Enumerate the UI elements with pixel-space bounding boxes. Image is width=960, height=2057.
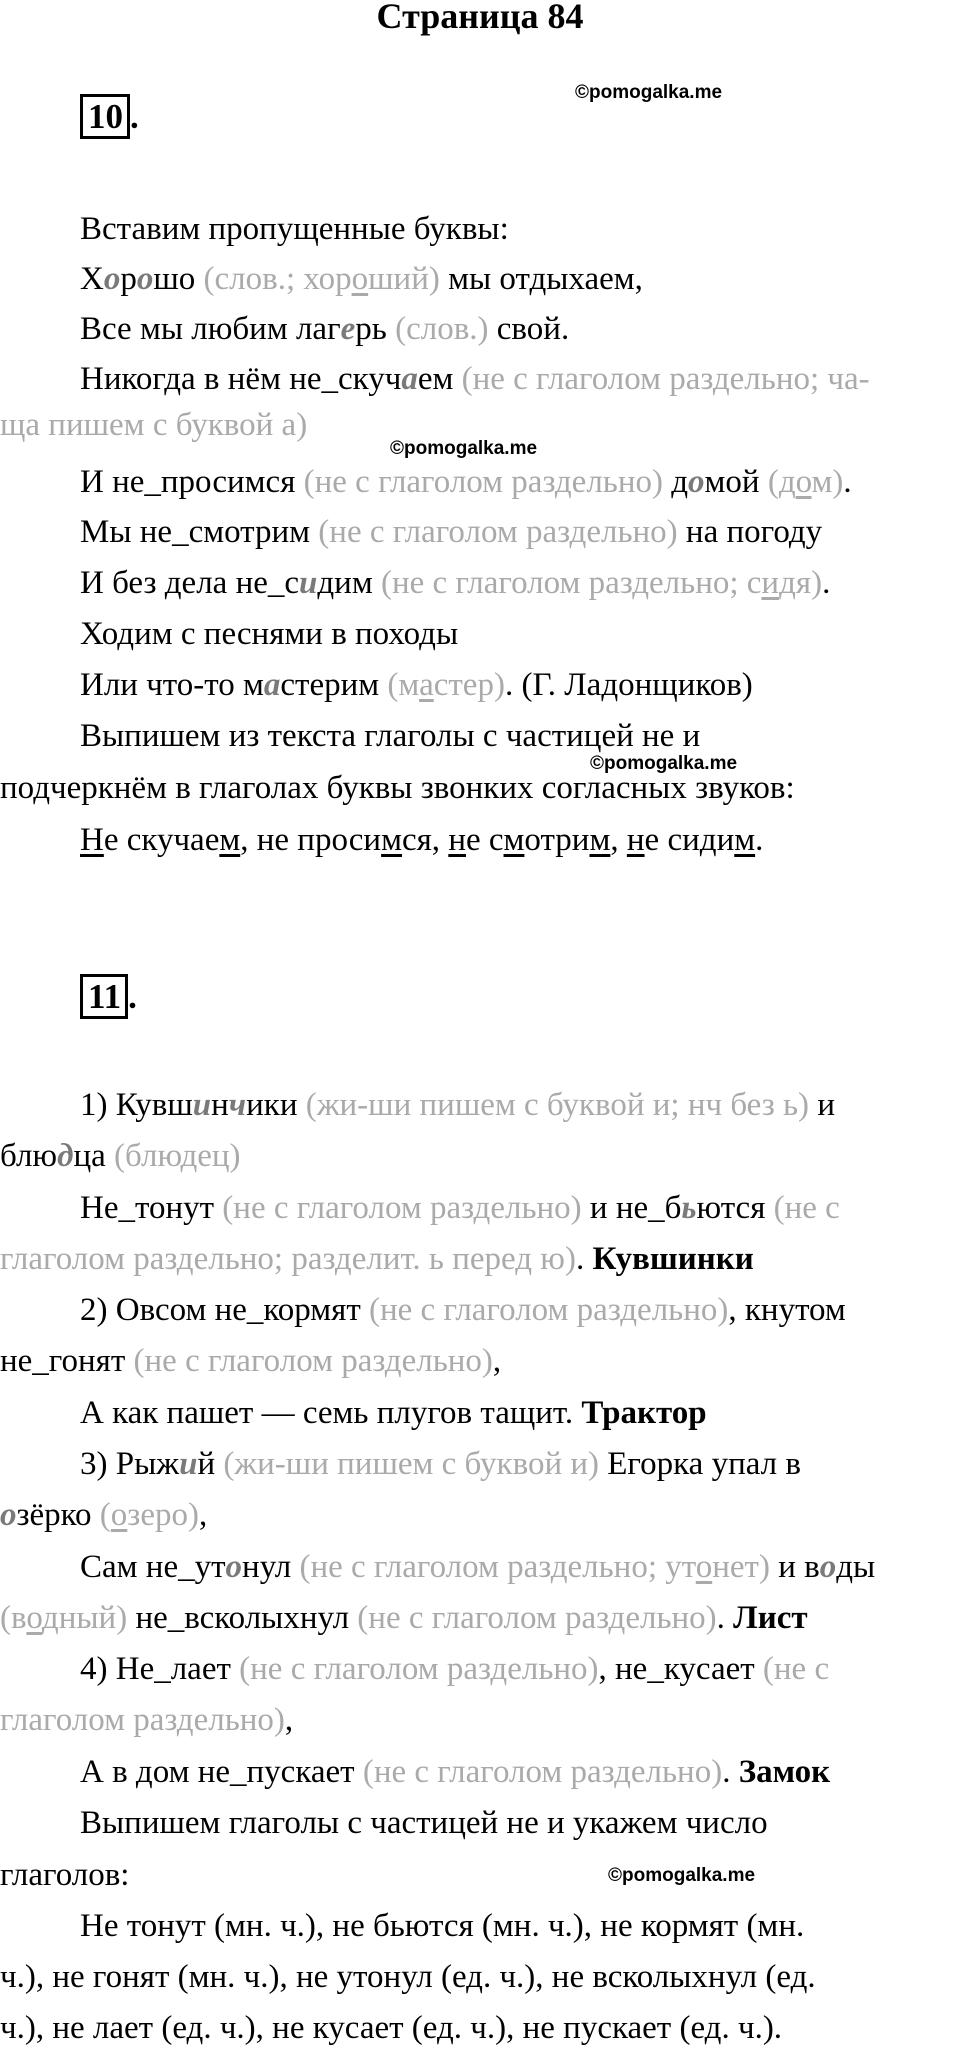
riddle-line-7: А как пашет — семь плугов тащит. Трактор	[80, 1395, 707, 1431]
riddle-line-5: 2) Овсом не_кормят (не с глаголом раздельно), кнутом	[80, 1292, 846, 1328]
riddle-line-9: озёрко (озеро),	[0, 1497, 208, 1533]
task11-answer-1: Не тонут (мн. ч.), не бьются (мн. ч.), не кормят (мн.	[80, 1908, 805, 1944]
task10-text-2: подчеркнём в глаголах буквы звонких согласных звуков:	[0, 770, 795, 806]
riddle-line-8: 3) Рыжий (жи-ши пишем с буквой и) Егорка упал в	[80, 1446, 801, 1482]
poem-line-6: И без дела не_сидим (не с глаголом раздельно; сидя).	[80, 565, 831, 601]
task-number-box: 11	[80, 974, 128, 1019]
task11-answer-3: ч.), не лает (ед. ч.), не кусает (ед. ч.), не пускает (ед. ч.).	[0, 2010, 783, 2046]
task11-answer-2: ч.), не гонят (мн. ч.), не утонул (ед. ч.), не всколыхнул (ед.	[0, 1959, 816, 1995]
riddle-line-11: (водный) не_всколыхнул (не с глаголом раздельно). Лист	[0, 1600, 808, 1636]
riddle-line-3: Не_тонут (не с глаголом раздельно) и не_бьются (не с	[80, 1190, 840, 1226]
riddle-line-10: Сам не_утонул (не с глаголом раздельно; утонет) и воды	[80, 1549, 876, 1585]
poem-line-4: И не_просимся (не с глаголом раздельно) домой (дом).	[80, 464, 852, 500]
watermark: ©pomogalka.me	[390, 438, 538, 459]
poem-line-2: Все мы любим лагерь (слов.) свой.	[80, 311, 570, 347]
watermark: ©pomogalka.me	[590, 753, 738, 774]
riddle-line-6: не_гонят (не с глаголом раздельно),	[0, 1343, 502, 1379]
poem-line-8: Или что-то мастерим (мастер). (Г. Ладонщиков)	[80, 667, 753, 703]
poem-line-1: Хорошо (слов.; хороший) мы отдыхаем,	[80, 261, 643, 297]
riddle-line-2: блюдца (блюдец)	[0, 1138, 241, 1174]
task11-text-1: Выпишем глаголы с частицей не и укажем число	[80, 1805, 768, 1841]
task10-text-1: Выпишем из текста глаголы с частицей не и	[80, 718, 701, 754]
task-number-10: 10 .	[80, 95, 139, 139]
poem-line-3: Никогда в нём не_скучаем (не с глаголом раздельно; ча-	[80, 361, 870, 397]
task-number-11: 11 .	[80, 975, 137, 1019]
poem-line-7: Ходим с песнями в походы	[80, 616, 459, 652]
riddle-line-12: 4) Не_лает (не с глаголом раздельно), не_кусает (не с	[80, 1651, 830, 1687]
poem-line-3-cont: ща пишем с буквой а)	[0, 407, 308, 443]
watermark: ©pomogalka.me	[575, 82, 723, 103]
task11-text-2: глаголов:	[0, 1857, 130, 1893]
task10-answer: Не скучаем, не просимся, не смотрим, не сидим.	[80, 822, 764, 858]
task10-intro: Вставим пропущенные буквы:	[80, 211, 509, 247]
page-title: Страница 84	[376, 0, 584, 36]
task-number-box: 10	[80, 94, 130, 139]
poem-line-5: Мы не_смотрим (не с глаголом раздельно) на погоду	[80, 514, 823, 550]
riddle-line-14: А в дом не_пускает (не с глаголом раздельно). Замок	[80, 1754, 831, 1790]
watermark: ©pomogalka.me	[608, 1865, 756, 1886]
riddle-line-13: глаголом раздельно),	[0, 1702, 294, 1738]
riddle-line-1: 1) Кувшинчики (жи-ши пишем с буквой и; нч без ь) и	[80, 1087, 835, 1123]
riddle-line-4: глаголом раздельно; разделит. ь перед ю). Кувшинки	[0, 1241, 754, 1277]
